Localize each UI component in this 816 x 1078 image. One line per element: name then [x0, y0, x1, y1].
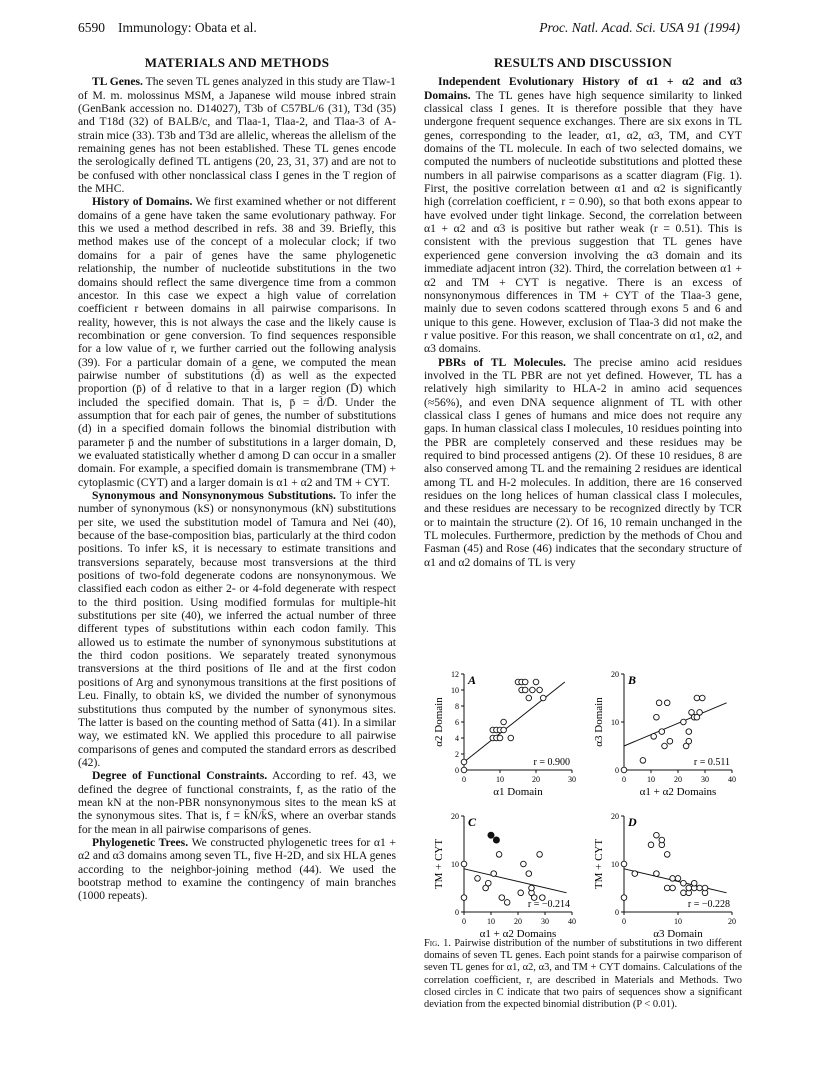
paragraph-pbr	[424, 356, 742, 570]
section-title-results: RESULTS AND DISCUSSION	[493, 55, 673, 70]
x-tick-label: 30	[568, 775, 576, 784]
y-tick-label: 10	[451, 686, 459, 695]
x-tick-label: 40	[568, 917, 576, 926]
y-tick-label: 20	[451, 812, 459, 821]
data-point	[648, 842, 654, 848]
data-point	[659, 729, 665, 735]
y-axis-label: TM + CYT	[433, 838, 445, 890]
data-point	[700, 695, 706, 701]
y-axis-label: α2 Domain	[433, 697, 445, 747]
data-point	[702, 885, 708, 891]
x-axis-label: α1 + α2 Domains	[639, 786, 717, 798]
paragraph-history	[78, 195, 396, 489]
panel-letter: A	[468, 673, 477, 687]
data-point	[530, 687, 536, 693]
right-column	[424, 52, 742, 569]
correlation-annotation: r = 0.900	[533, 757, 570, 768]
data-point	[686, 729, 692, 735]
data-point	[686, 738, 692, 744]
paragraph-body: We first examined whether or not different domains of a gene have taken the same evolutionary pathway. For this we used a method described in refs. 38 and 39. Briefly, this method makes use of the concept of a molecular clock; if two domains for a pair of genes have the same phylogenetic relationship, the number of nucleotide substitutions in the two domains should reflect the same divergence time from a common ancestor. In this case we expect a high value of correlation coefficient r between domains in all pairwise comparisons. In reality, however, this is not always the case and the likely cause is recombination or gene conversion. To find sequences responsible for a low value of r, we further carried out the following analysis (39). For a particular domain of a gene, we computed the mean pairwise number of substitutions (d̄) as well as the expected proportion (p̄) of d̄ relative to that in a larger region (D̄) which included the specified domain. That is, p̄ = d̄/D̄. Under the assumption that for each pair of genes, the number of substitutions (d) in a specified domain follows the binomial distribution with parameter p̄ and the number of substitutions in a larger domain, D, we evaluated statistically whether d among D can occur in a smaller domain. For example, a specified domain is transmembrane (TM) + cytoplasmic (CYT) and a larger domain is α1 + α2 and TM + CYT.	[78, 195, 396, 489]
data-point	[486, 880, 492, 886]
paragraph-constraints	[78, 769, 396, 836]
panel-C	[433, 812, 576, 938]
journal-citation: Proc. Natl. Acad. Sci. USA 91 (1994)	[539, 20, 740, 35]
panel-D	[593, 812, 736, 938]
data-point	[651, 734, 657, 740]
x-tick-label: 30	[701, 775, 709, 784]
data-point	[681, 719, 687, 725]
data-point	[529, 885, 535, 891]
y-tick-label: 6	[455, 718, 459, 727]
panel-letter: B	[628, 673, 637, 687]
paragraph-heading: Degree of Functional Constraints.	[92, 769, 268, 783]
data-point	[461, 767, 467, 773]
data-point	[681, 890, 687, 896]
paragraph-body: The precise amino acid residues involved in the TL PBR are not yet defined. However, TL has a relatively high similarity to HLA-2 in amino acid sequences (≈56%), and even DNA sequence alignment of TL with other classical class I genes of humans and mice does not require any gaps. In human classical class I molecules, 10 residues pointing into the PBR are completely conserved and these residues may be required to bind processed antigens (2). Of these 10 residues, 8 are also conserved among TL and the remaining 2 residues are identical among TL and H-2 molecules. In addition, there are 16 conserved residues on the long helices of human classical class I molecules, and these residues are necessary to be recognized directly by TCR or to maintain the structure (2). Of 16, 10 remain unchanged in the TL molecules. Furthermore, prediction by the methods of Chou and Fasman (45) and Rose (46) indicates that the secondary structure of α1 and α2 domains of TL is very	[424, 355, 742, 569]
data-point	[654, 714, 660, 720]
page-number: 6590	[78, 20, 105, 35]
data-point	[664, 852, 670, 858]
paragraph-heading: Independent Evolutionary History of α1 + α2 and α3 Domains.	[424, 75, 742, 102]
data-point	[621, 767, 627, 773]
paragraph-history-results	[424, 75, 742, 355]
data-point	[461, 861, 467, 867]
x-tick-label: 20	[514, 917, 522, 926]
panel-A	[433, 670, 576, 798]
x-tick-label: 0	[462, 775, 466, 784]
caption-text: Pairwise distribution of the number of substitutions in two different domains of seven TL genes. Each point stands for a pairwise comparison of seven TL genes for α1, α2, α3, and TM + CYT domains. Calculations of the correlation coefficient, r, are described in Materials and Methods. Two closed circles in C indicate that two pairs of sequences show a significant deviation from the expected binomial distribution (P < 0.01).	[424, 938, 742, 1011]
data-point	[526, 695, 532, 701]
data-point	[621, 895, 627, 901]
data-point	[654, 871, 660, 877]
correlation-annotation: r = 0.511	[693, 757, 730, 768]
regression-line	[464, 682, 565, 762]
x-tick-label: 20	[674, 775, 682, 784]
data-point	[499, 895, 505, 901]
data-point	[691, 880, 697, 886]
data-point	[526, 871, 532, 877]
data-point	[501, 727, 507, 733]
data-point	[475, 876, 481, 882]
header-title: Immunology: Obata et al.	[118, 20, 257, 35]
data-point	[697, 885, 703, 891]
data-point	[461, 759, 467, 765]
data-point	[686, 885, 692, 891]
y-tick-label: 20	[611, 812, 619, 821]
data-point	[491, 871, 497, 877]
y-tick-label: 10	[611, 860, 619, 869]
x-tick-label: 20	[532, 775, 540, 784]
caption-label: Fig. 1.	[424, 938, 451, 949]
x-axis-label: α1 + α2 Domains	[479, 928, 557, 938]
x-tick-label: 30	[541, 917, 549, 926]
data-point	[461, 895, 467, 901]
x-tick-label: 10	[496, 775, 504, 784]
paragraph-heading: Phylogenetic Trees.	[92, 835, 189, 849]
correlation-annotation: r = −0.228	[687, 899, 730, 910]
data-point	[537, 852, 543, 858]
paragraph-body: To infer the number of synonymous (kS) or nonsynonymous (kN) substitutions per site, we used the substitution model of Tamura and Nei (40), because of the base-composition bias, particularly at the third codon positions. To infer kS, it is necessary to estimate transitions and transversions separately, because most transversions at the third positions of two-fold degenerate codons are nonsynonymous. We classified each codon as either 2- or 4-fold degenerate with respect to the third position. Using modified formulas for multiple-hit substitutions per site (40), we inferred the actual number of three different types of substitutions within each codon family. This allowed us to estimate the number of synonymous substitutions at the third codon positions. We separately treated synonymous transversions at the third positions of Ile and at the first codon positions of Arg and synonymous transitions at the first positions of Leu. Finally, to obtain kS, we divided the number of synonymous substitutions thus computed by the number of synonymous sites. The latter is based on the counting method of Satta (41). In a similar way, we estimated kN. We applied this procedure to all pairwise comparisons of genes and computed the standard errors as described (42).	[78, 489, 396, 769]
data-point	[694, 695, 700, 701]
running-header	[78, 20, 740, 38]
paragraph-body: We constructed phylogenetic trees for α1 + α2 and α3 domains among seven TL, five H-2D, and six HLA genes according to the neighbor-joining method (44). We used the bootstrap method to examine the contingency of main branches (1000 repeats).	[78, 835, 397, 903]
y-tick-label: 4	[455, 734, 459, 743]
paragraph-heading: PBRs of TL Molecules.	[438, 355, 566, 369]
paragraph-substitutions	[78, 489, 396, 769]
y-tick-label: 0	[615, 908, 619, 917]
x-tick-label: 0	[622, 775, 626, 784]
y-tick-label: 10	[611, 718, 619, 727]
data-point	[640, 758, 646, 764]
paragraph-heading: TL Genes.	[92, 75, 143, 89]
data-point	[533, 679, 539, 685]
data-point	[621, 861, 627, 867]
correlation-annotation: r = −0.214	[527, 899, 570, 910]
data-point	[522, 679, 528, 685]
left-column	[78, 52, 396, 903]
data-point	[496, 852, 502, 858]
data-point	[522, 687, 528, 693]
data-point	[670, 876, 676, 882]
y-tick-label: 0	[455, 908, 459, 917]
x-tick-label: 10	[487, 917, 495, 926]
data-point	[497, 735, 503, 741]
panel-letter: C	[468, 815, 477, 829]
data-point	[656, 700, 662, 706]
paragraph-body: The TL genes have high sequence similarity to linked classical class I genes. It is therefore possible that they have undergone frequent sequence exchanges. There are six exons in TL genes, corresponding to the leader, α1, α2, α3, TM, and CYT domains of the TL molecule. In each of two selected domains, we computed the numbers of nucleotide substitutions and plotted these numbers in all pairwise comparisons as a scatter diagram (Fig. 1). First, the positive correlation between α1 and α2 is significantly high (correlation coefficient, r = 0.90), so that both exons appear to have evolved under tight linkage. Second, the correlation between α1 + α2 and α3 is positive but rather weak (r = 0.51). This is consistent with the previous suggestion that TL genes have experienced gene conversion involving the α3 domain and its immediate adjacent intron (32). Third, the correlation between α1 + α2 and TM + CYT is negative. There is an excess of nonsynonymous differences in TM + CYT of the Tlaa-3 gene, mainly due to seven codons scattered through exons 5 and 6 and unique to this gene. However, exclusion of Tlaa-3 did not make the r value positive. For this reason, we shall concentrate on α1, α2, and α3 domains.	[424, 88, 742, 356]
data-point	[670, 885, 676, 891]
y-tick-label: 0	[615, 766, 619, 775]
x-tick-label: 0	[462, 917, 466, 926]
data-point	[675, 876, 681, 882]
panel-B	[593, 670, 736, 798]
data-point	[697, 710, 703, 716]
data-point	[521, 861, 527, 867]
data-point	[681, 880, 687, 886]
y-tick-label: 8	[455, 702, 459, 711]
section-title-methods: MATERIALS AND METHODS	[144, 55, 330, 70]
data-point	[664, 885, 670, 891]
data-point	[664, 700, 670, 706]
paragraph-heading: History of Domains.	[92, 195, 193, 209]
regression-line	[624, 703, 727, 746]
data-point	[537, 687, 543, 693]
data-point	[518, 890, 524, 896]
data-point	[501, 719, 507, 725]
panel-letter: D	[628, 815, 637, 829]
y-tick-label: 2	[455, 750, 459, 759]
x-tick-label: 10	[674, 917, 682, 926]
y-axis-label: TM + CYT	[593, 838, 605, 890]
paragraph-trees	[78, 836, 396, 903]
x-axis-label: α1 Domain	[493, 786, 543, 798]
data-point	[659, 837, 665, 843]
data-point	[667, 738, 673, 744]
data-point	[632, 871, 638, 877]
y-tick-label: 0	[455, 766, 459, 775]
data-point	[508, 735, 514, 741]
y-tick-label: 12	[451, 670, 459, 679]
figure-1-plots	[424, 668, 742, 938]
data-point-significant	[488, 832, 494, 838]
x-axis-label: α3 Domain	[653, 928, 703, 938]
x-tick-label: 0	[622, 917, 626, 926]
figure-caption	[424, 938, 742, 1011]
x-tick-label: 40	[728, 775, 736, 784]
paragraph-body: According to ref. 43, we defined the degree of functional constraints, f, as the ratio of the mean kN at the non-PBR nonsynonymous sites to the mean kS at the synonymous sites. That is, f = k̄N/k̄S, where an overbar stands for the mean in all pairwise comparisons of genes.	[78, 769, 396, 836]
x-tick-label: 10	[647, 775, 655, 784]
data-point	[662, 743, 668, 749]
x-tick-label: 20	[728, 917, 736, 926]
data-point-significant	[493, 837, 499, 843]
y-tick-label: 20	[611, 670, 619, 679]
data-point	[654, 832, 660, 838]
paragraph-body: The seven TL genes analyzed in this study are Tlaw-1 of M. m. molossinus MSM, a Japanese wild mouse inbred strain (GenBank accession no. D14027), T3b of C57BL/6 (31), T3d (35) and T18d (32) of BALB/c, and Tlaa-1, Tlaa-2, and Tlaa-3 of A-strain mice (33). T3b and T3d are allelic, whereas the allelism of the remaining genes has not been established. These TL genes encode the serologically defined TL antigens (20, 23, 31, 37) and are not to be confused with other nonclassical class I genes in the T region of the MHC.	[78, 75, 396, 196]
y-axis-label: α3 Domain	[593, 697, 605, 747]
y-tick-label: 10	[451, 860, 459, 869]
paragraph-tl-genes	[78, 75, 396, 195]
paragraph-heading: Synonymous and Nonsynonymous Substitutions.	[92, 489, 336, 502]
data-point	[504, 900, 510, 906]
data-point	[540, 695, 546, 701]
